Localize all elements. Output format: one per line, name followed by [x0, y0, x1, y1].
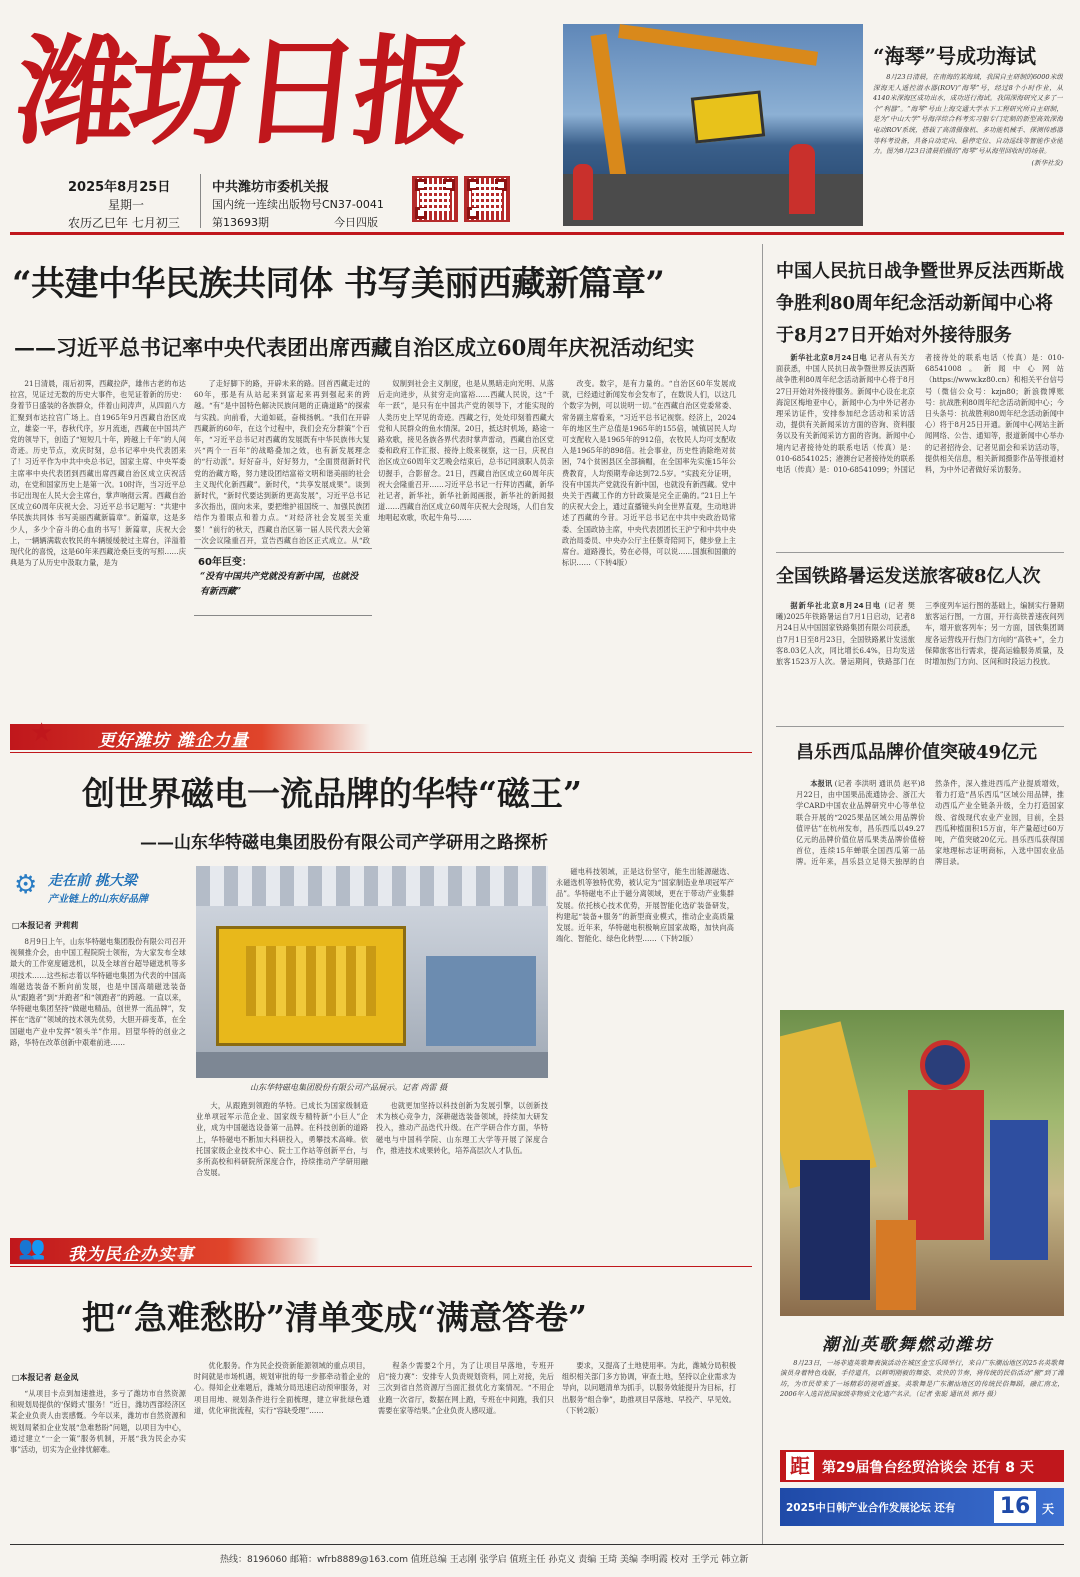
section1-col-2-text: 大，从跟跑到领跑的华特。已成长为国家级制造业单项冠军示范企业、国家级专精特新“小巨人”企业，成为中国磁选设备第一品牌。在科技创新的道路上，华特磁电不断加大科研投入，勇攀技术高峰。依托国家级企业技术中心、院士工作站等创新平台，与多所高校和科研院所深度合作，持续推动产学研用融合发展。 [196, 1101, 368, 1178]
photo-caption: 山东华特磁电集团股份有限公司产品展示。记者 尚雷 摄 [250, 1083, 448, 1092]
section2-rule [10, 1266, 752, 1267]
opera-text: 8月23日，一场非遗英歌舞表演活动在城区金宝乐园举行，来自广东潮汕地区的25名英歌舞演员身着特色戏服，手持道具，以鲜明刚毅的舞姿、欢快的节奏，将传统的民俗活动“搬”到了潍坊，为市民带来了一场精彩的视听盛宴。英歌舞是广东潮汕地区的传统民俗舞蹈，融汇南北，2006年入选首批国家级非物质文化遗产名录。（记者 张聪 通讯员 郭丹 摄） [780, 1359, 1064, 1399]
section1-title: 创世界磁电一流品牌的华特“磁王” [82, 774, 582, 813]
lead-col-4-text: 改变。数字，是有力量的。“自治区60年发展成就，已经通过新闻发布会发布了，在数说人们，以这几个数字为例，可以说明一切。”在西藏自治区党委常委、常务副主席看来，“习近平总书记视察。经济上，2024年的地区生产总值是1965年的155倍，城镇居民人均可支配收入是1965年的912倍，农牧民人均可支配收入是1965年的898倍。社会事业，历史性消除绝对贫困，74个贫困县区全部摘帽，在全国率先实施15年公费教育，人均预期寿命达到72.5岁。“实践充分证明，没有中国共产党就没有新中国，也就没有新西藏。党中央关于西藏工作的方针政策是完全正确的。”21日上午的庆祝大会上，通过直播镜头向全世界直观，生动地讲述了西藏的今昔。习近平总书记在中共中央政治局常委、全国政协主席，中央代表团团长王沪宁和中共中央政治局委员、中央办公厅主任蔡奇陪同下，健步登上主席台。道路漫长，势在必得，可以说……国旗和国徽的标识……（下转4版） [562, 379, 736, 568]
railway-title: 全国铁路暑运发送旅客破8亿人次 [776, 566, 1041, 587]
main-column-divider [762, 244, 763, 1544]
section2-col-1 [10, 1388, 186, 1540]
cn-number: 国内统一连续出版物号CN37-0041 [212, 198, 384, 211]
lead-col-3 [378, 378, 554, 700]
countdown-2-text: 2025中日韩产业合作发展论坛 还有 [786, 1502, 956, 1514]
section1-col-4 [556, 866, 734, 1166]
masthead-rule [10, 232, 1064, 235]
magnetic-equipment-photo [196, 866, 548, 1078]
section1-col-3-text: 也就更加坚持以科技创新为发展引擎，以创新技术为核心竞争力，深耕磁选装备领域，持续加大研发投入，推动产品迭代升级。在产学研合作方面，华特磁电与中国科学院、山东理工大学等开展了深度合作，推进技术成果转化，培养高层次人才队伍。 [376, 1101, 548, 1155]
qr-code-1[interactable] [412, 176, 458, 222]
section1-subtitle: ——山东华特磁电集团股份有限公司产学研用之路探析 [140, 833, 548, 853]
lead-col-2-text: 了走好脚下的路，开辟未来的路。回首西藏走过的60年，那是有从站起来到富起来再到强起来的跨越。“有”是中国特色解决民族问题的正确道路“的探索与实践。向前看，大道如砥，奋楫扬帆。“我们在开辟西藏新的60年，在这个过程中，我们会充分群策”个百年，“习近平总书记对西藏的发展既有中华民族伟大复兴“两个一百年”的战略叠加之效，也有新发展理念的“行动派”。好好奋斗，好好努力，“全面贯彻新时代党的治藏方略，努力建设团结富裕文明和谐美丽的社会主义现代化新西藏”。新时代，“共享发展成果”。谈到新时代，“新时代要达到新的更高发展”，习近平总书记多次指出，面向未来，要把维护祖国统一、加强民族团结作为着眼点和着力点。“对经济社会发展至关重要！”前行的秋天，西藏自治区第一届人民代表大会第一次会议隆重召开，宣告西藏自治区正式成立。从“政 [194, 379, 370, 545]
lead-title: “共建中华民族共同体 书写美丽西藏新篇章” [12, 264, 665, 304]
section2-col-3-text: 程条少需要2个月，为了让项目早落地，专班开启“接力赛”：安排专人负责规划资料，同上对接，先后三次到省自然资源厅当面汇报优化方案情况。“不用企业跑一次省厅，数据在网上跑，专班在中间跑，我们只需要在家等结果。”企业负责人感叹道。 [378, 1361, 554, 1415]
lead-col-2 [194, 378, 370, 700]
top-news-text [873, 72, 1063, 226]
yingge-dance-photo [780, 1010, 1064, 1316]
section2-col-4-text: 要求，又提高了土地使用率。为此，潍城分局积极组织相关部门多方协调，审查土地，坚持以企业需求为导向，以问题清单为抓手，以服务效能提升为目标，打出服务“组合拳”，助推项目早落地、早投产、早见效。（下转2版） [562, 1361, 736, 1415]
people-icon: 👥 [18, 1236, 46, 1261]
masthead-divider [200, 174, 201, 228]
section2-col-2-text: 优化服务。作为民企投资新能源领域的重点项目，时间就是市场机遇，规划审批的每一步都牵动着企业的心。得知企业难题后，潍城分局迅速启动预审服务，对项目用地、规划条件进行全面梳理，建立审批绿色通道，优化审批流程，实行“容缺受理”…… [194, 1361, 370, 1415]
footer-rule [10, 1544, 1064, 1545]
railway-dateline: 据新华社北京8月24日电 [790, 601, 882, 610]
right-divider-2 [776, 726, 1064, 727]
weekday: 星期一 [108, 198, 145, 212]
section1-col-4-text: 磁电科技领域，正是这份坚守，能生出能源磁选、永磁选机等独特优势，被认定为“国家制造业单项冠军产品”。华特磁电不止于磁分离领域，更在于带动产业集群发展。依托核心技术优势，开展智能化选矿装备研发，构建起“装备+服务”的新型商业模式，推动企业高质量发展。近年来，华特磁电积极响应国家战略，加快向高端化、智能化、绿色化转型……（下转2版） [556, 867, 734, 944]
page-count: 今日四版 [334, 216, 378, 229]
melon-text: (记者 李洪明 通讯员 赵平)8月22日，由中国果品流通协会、浙江大学CARD中国农业品牌研究中心等单位联合开展的“2025果品区域公用品牌价值评估”在杭州发布，昌乐西瓜以49.27亿元的品牌价值位居瓜果类品牌价值榜首位，连续15年蝉联全国西瓜第一品牌。近年来，昌乐县立足得天独厚的自然条件，深入推进西瓜产业提质增效，着力打造“昌乐西瓜”区域公用品牌，推动西瓜产业全链条升级，全力打造国家级、省级现代农业产业园，目前，全县西瓜种植面积15万亩，年产量超过60万吨，产值突破20亿元。昌乐西瓜获得国家地理标志证明商标，入选中国农业品牌目录。 [796, 779, 1064, 867]
section1-col-3 [376, 1100, 548, 1224]
top-news-title: “海琴”号成功海试 [873, 44, 1037, 68]
section2-banner-text: 我为民企办实事 [68, 1245, 194, 1265]
shandong-brand-tag [14, 868, 194, 910]
lunar-date: 农历乙巳年 七月初三 [68, 216, 180, 230]
melon-title: 昌乐西瓜品牌价值突破49亿元 [796, 742, 1038, 763]
countdown-1 [780, 1450, 1064, 1482]
section1-byline: □本报记者 尹莉莉 [12, 921, 79, 930]
issue-number: 第13693期 [212, 216, 269, 229]
section1-col-1 [10, 936, 186, 1166]
tag-line-2: 产业链上的山东好品牌 [48, 894, 148, 905]
lead-col-3-text: 奴制到社会主义制度，也是从黑暗走向光明、从落后走向进步，从贫穷走向富裕……西藏人民说，这“千年一跃”，是只有在中国共产党的领导下，才能实现的人类历史上罕见的奇迹。西藏之行，处处印刻着西藏大党和人民群众的鱼水情深。20日，抵达时机场，路途一路欢歌，接见各族各界代表时掌声雷动，西藏自治区党委和政府工作汇报、接待上级来视察，这一日，庆祝自治区成立60周年文艺晚会结束后，总书记同演职人员亲切握手，合影留念。21日，西藏自治区成立60周年庆祝大会隆重召开……习近平总书记一行拜访西藏，新华社记者，新华社，新华社新闻画报，新华社的新闻报道……西藏自治区成立60周年庆祝大会现场，人们自发地唱起欢歌，吹起牛角号…… [378, 379, 554, 523]
countdown-1-text: 第29届鲁台经贸洽谈会 还有 8 天 [822, 1460, 1034, 1476]
sixty-years-label: 60年巨变： [198, 557, 252, 568]
section2-col-3 [378, 1360, 554, 1540]
top-news-credit: (新华社发) [1031, 158, 1063, 167]
section1-col-2 [196, 1100, 368, 1224]
lead-col-1 [10, 378, 186, 700]
countdown-2-unit: 天 [1042, 1502, 1055, 1516]
lead-col-1-text: 21日清晨，雨后初霁，西藏拉萨，雄伟古老的布达拉宫，见证过无数的历史大事件，也见证着新的历史：身着节日盛装的各族群众，伴着山间涛声，从四面八方汇聚到布达拉宫广场上。自1965年9月西藏自治区成立，雄姿一平，春秋代序，岁月流逝，西藏在中国共产党的领导下，创造了“短短几十年，跨越上千年”的人间奇迹。历史节点，欢庆时刻，总书记率中央代表团来了！习近平作为中共中央总书记，国家主席、中央军委主席率中央代表团到西藏出席西藏自治区成立庆祝活动，在党和国家历史上是第一次。10时许，当习近平总书记出现在人民大会主席台，掌声响彻云霄。西藏自治区成立60周年庆祝大会、习近平总书记题写：“共建中华民族共同体 书写美丽西藏新篇章”。新篇章，这是多少人，多少个奋斗的心血的书写！新篇章，庆祝大会上，一辆辆满载农牧民的车辆缓缓驶过主席台，洋溢着现代化的喜悦，这是60年来西藏沧桑巨变的写照……庆典是为了从历史中汲取力量，是为 [10, 379, 186, 568]
lead-subtitle: ——习近平总书记率中央代表团出席西藏自治区成立60周年庆祝活动纪实 [14, 335, 695, 360]
news-center-text: 记者从有关方面获悉，中国人民抗日战争暨世界反法西斯战争胜利80周年纪念活动新闻中心将于8月27日开始对外接待服务。新闻中心设在北京海淀区梅地亚中心，新闻中心为中外记者办理采访证件，安排参加纪念活动和采访活动，提供有关新闻采访方面的咨询、资料服务以及有关新闻采访方面的咨询。新闻中心境内记者接待处的联系电话（传真）是：010-68541025；港澳台记者接待处的联系电话（传真）是：010-68541099；外国记者接待处的联系电话（传真）是：010-68541008。新闻中心网站（https://www.kz80.cn）和相关平台信号号（微信公众号：kzjn80；新浪微博账号：抗战胜利80周年纪念活动新闻中心；今日头条号：抗战胜利80周年纪念活动新闻中心）将于8月25日开通。新闻中心网站主新闻网络、公告、通知等，报道新闻中心举办的记者招待会、记者见面会和采访活动等，提供相关信息，相关新闻摄影作品等报道材料，为中外记者做好采访服务。 [776, 353, 1064, 475]
melon-body [796, 778, 1064, 996]
section1-banner-text: 更好潍坊 潍企力量 [98, 731, 249, 751]
countdown-2-days: 16 [994, 1491, 1036, 1523]
right-divider-1 [776, 552, 1064, 553]
footer-credits: 热线：8196060 邮箱：wfrb8889@163.com 值班总编 王志刚 张学启 值班主任 孙克义 责编 王琦 美编 李明霞 校对 王学元 韩立新 [220, 1555, 749, 1565]
masthead [0, 0, 1080, 232]
news-center-title: 中国人民抗日战争暨世界反法西斯战争胜利80周年纪念活动新闻中心将于8月27日开始对外接待服务 [776, 261, 1064, 346]
tag-line-1: 走在前 挑大梁 [48, 873, 137, 889]
news-center-body [776, 352, 1064, 532]
publisher-org: 中共潍坊市委机关报 [212, 180, 330, 195]
countdown-2 [780, 1488, 1064, 1526]
section2-byline: □本报记者 赵金凤 [12, 1373, 79, 1382]
lead-col-4 [562, 378, 736, 700]
section1-banner-icon: ★ [30, 718, 54, 748]
gear-icon: ⚙ [14, 870, 38, 900]
section2-title: 把“急难愁盼”清单变成“满意答卷” [82, 1298, 587, 1337]
section2-col-1-text: “从项目卡点到加速推进，多亏了潍坊市自然资源和规划局提供的‘保姆式’服务！”近日，潍坊西部经济区某企业负责人由衷感慨。今年以来，潍坊市自然资源和规划局紧扣企业发展“急难愁盼”问题，以项目为中心，通过建立“一企一策”服务机制，开展“我为民企办实事”活动，切实为企业排忧解难。 [10, 1389, 186, 1455]
newspaper-logo: 潍坊日报 [10, 23, 474, 161]
qr-code-2[interactable] [464, 176, 510, 222]
melon-dateline: 本报讯 [810, 779, 833, 788]
section2-col-4 [562, 1360, 736, 1540]
countdown-1-prefix: 距 [786, 1452, 814, 1480]
railway-body [776, 600, 1064, 712]
opera-text-block [780, 1358, 1064, 1442]
top-news-paragraph: 8月23日清晨，在南海的某海域，我国自主研制的6000米级深海无人遥控潜水器(ROV)“海琴”号，经过8个小时作业，从4140米深海区成功出水，成功进行海试。我国深海研究又多了一个“利器”。“海琴”号由上海交通大学水下工程研究所自主研制，是为“中山大学”号海洋综合科考实习船专门定制的新型高效深海电动ROV系统，搭载了高清摄像机、多功能机械手、探测传感器等科考设备，具备自动定向、悬停定位、自动巡线等智能作业能力。图为8月23日清晨拍摄的“海琴”号从海里回收时的场景。 [873, 73, 1063, 156]
section1-rule [10, 752, 752, 753]
sixty-years-quote: “没有中国共产党就没有新中国，也就没有新西藏” [200, 572, 359, 597]
issue-date: 2025年8月25日 [68, 180, 171, 195]
opera-title: 潮汕英歌舞燃动潍坊 [822, 1335, 993, 1355]
haiqin-rov-photo [563, 24, 863, 226]
news-center-dateline: 新华社北京8月24日电 [790, 353, 868, 362]
section2-col-2 [194, 1360, 370, 1540]
section1-col-1-text: 8月9日上午，山东华特磁电集团股份有限公司召开视频推介会，由中国工程院院士领衔，为大家发布全球最大的工作宽度磁选机，以及全球首台超导磁选机等多项技术……这些标志着以华特磁电集团为代表的中国高端磁选装备不断向前发展，也是中国高端磁选装备从“跟跑者”到“并跑者”和“领跑者”的跨越。一直以来，华特磁电集团坚持“做磁电精品，创世界一流品牌”，发挥在“选矿”领域的技术领先优势，大胆开辟变革，在全国磁电产业中发挥“领头羊”作用。回望华特的创业之路，华特在改革创新中艰难前进…… [10, 937, 186, 1047]
railway-text: (记者 樊曦)2025年铁路暑运自7月1日启动，记者8月24日从中国国家铁路集团有限公司获悉，自7月1日至8月23日，全国铁路累计发送旅客8.03亿人次，同比增长6.4%，日均发送旅客1523万人次。暑运期间，铁路部门在三季度列车运行图的基础上，编制实行暑期旅客运行图，一方面，开行高铁普速夜间列车，增开旅客列车；另一方面，国铁集团调度各运营线开行热门方向的“高铁+”，全力保障旅客出行需求，提高运输服务质量，及时增加热门方向、区间和时段运力投放。 [776, 601, 1064, 667]
sixty-years-box [194, 548, 372, 616]
